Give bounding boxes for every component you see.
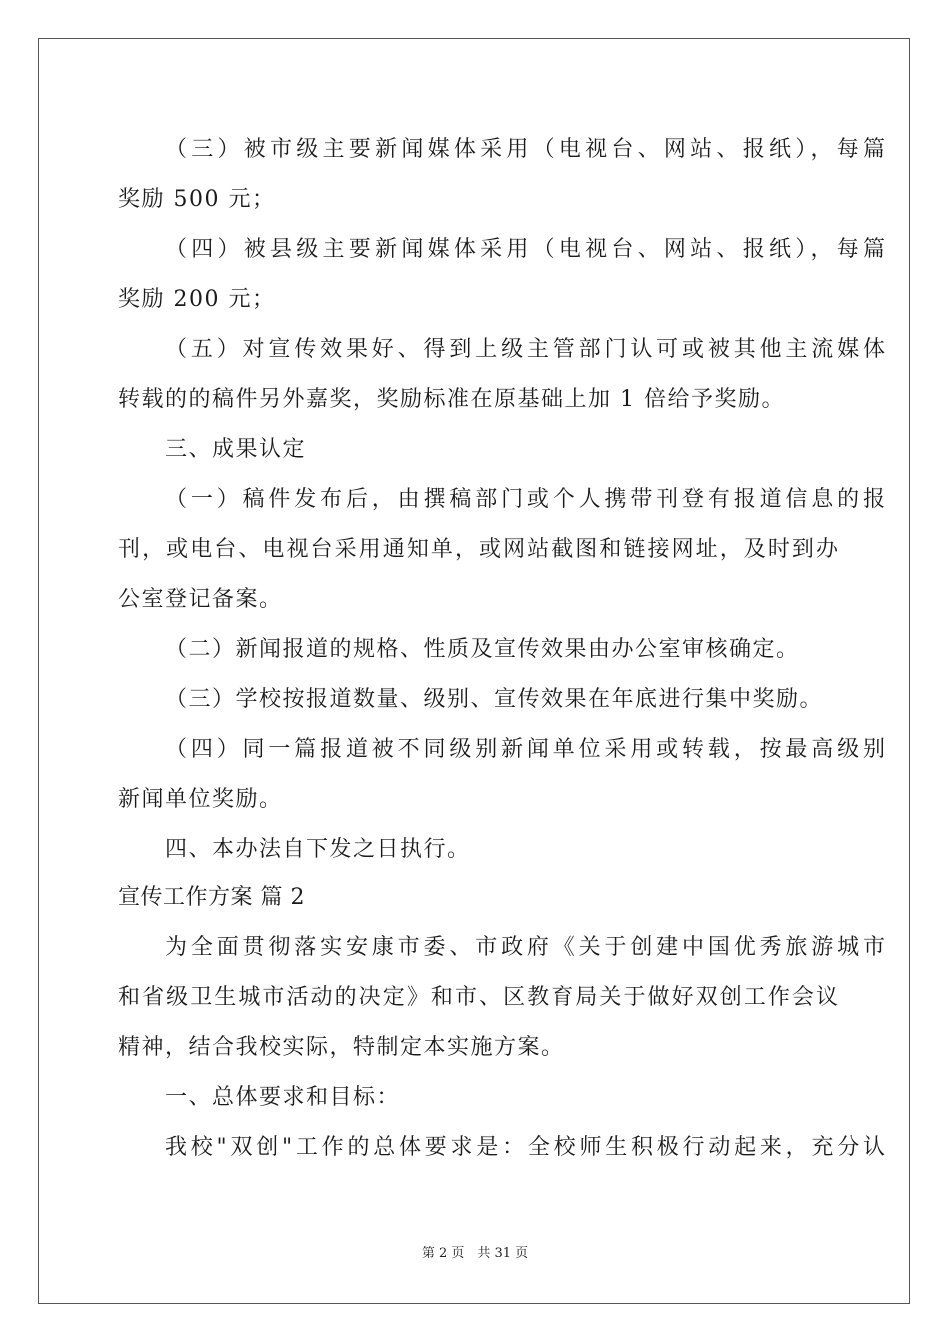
paragraph-line: （三）学校按报道数量、级别、宣传效果在年底进行集中奖励。 xyxy=(165,687,824,712)
paragraph-line: 奖励 200 元； xyxy=(118,287,276,312)
page-border xyxy=(38,38,910,1304)
paragraph-line: 和省级卫生城市活动的决定》和市、区教育局关于做好双创工作会议 xyxy=(118,985,838,1010)
page-footer: 第 2 页 共 31 页 xyxy=(421,1246,529,1261)
paragraph-line: 精神，结合我校实际，特制定本实施方案。 xyxy=(118,1035,565,1060)
section-heading: 一、总体要求和目标： xyxy=(165,1085,401,1110)
paragraph-line: （一）稿件发布后，由撰稿部门或个人携带刊登有报道信息的报 xyxy=(165,487,885,512)
paragraph-line: （四）被县级主要新闻媒体采用（电视台、网站、报纸），每篇 xyxy=(165,237,885,262)
section-heading: 三、成果认定 xyxy=(165,437,307,462)
paragraph-line: （四）同一篇报道被不同级别新闻单位采用或转载，按最高级别 xyxy=(165,737,885,762)
paragraph-line: 转载的的稿件另外嘉奖，奖励标准在原基础上加 1 倍给予奖励。 xyxy=(118,387,785,412)
paragraph-line: 我校"双创"工作的总体要求是：全校师生积极行动起来，充分认 xyxy=(165,1135,885,1160)
article-title: 宣传工作方案 篇 2 xyxy=(118,885,305,910)
paragraph-line: 为全面贯彻落实安康市委、市政府《关于创建中国优秀旅游城市 xyxy=(165,935,885,960)
section-heading: 四、本办法自下发之日执行。 xyxy=(165,837,471,862)
paragraph-line: （三）被市级主要新闻媒体采用（电视台、网站、报纸），每篇 xyxy=(165,137,885,162)
paragraph-line: 新闻单位奖励。 xyxy=(118,787,283,812)
paragraph-line: （五）对宣传效果好、得到上级主管部门认可或被其他主流媒体 xyxy=(165,337,885,362)
paragraph-line: 刊，或电台、电视台采用通知单，或网站截图和链接网址，及时到办 xyxy=(118,537,838,562)
paragraph-line: 公室登记备案。 xyxy=(118,587,283,612)
paragraph-line: （二）新闻报道的规格、性质及宣传效果由办公室审核确定。 xyxy=(165,637,800,662)
paragraph-line: 奖励 500 元； xyxy=(118,187,276,212)
